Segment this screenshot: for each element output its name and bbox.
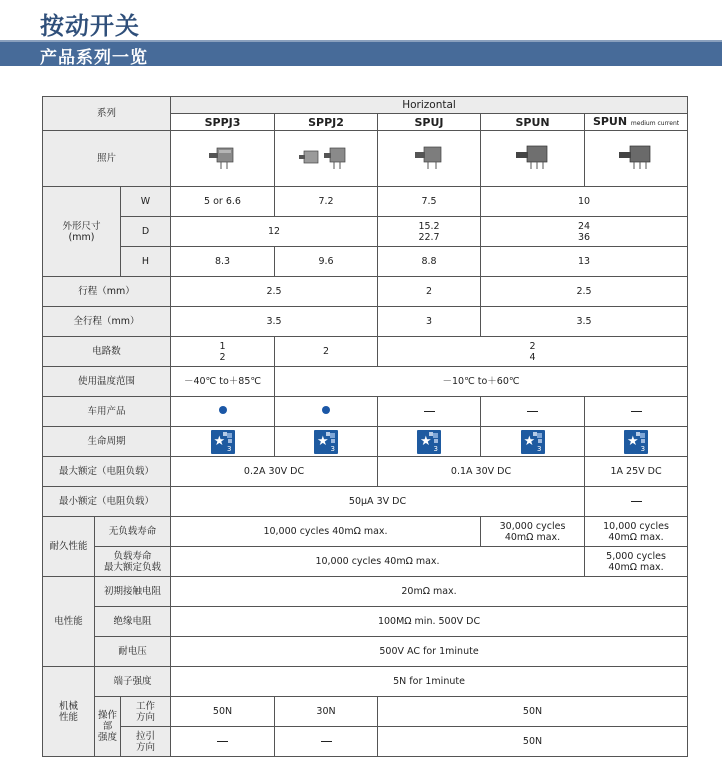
d-value-line: 22.7 bbox=[418, 231, 440, 243]
initial-contact-value: 20mΩ max. bbox=[171, 577, 688, 607]
automotive-yes bbox=[171, 397, 275, 427]
d-value bbox=[378, 217, 481, 247]
h-value: 8.8 bbox=[378, 247, 481, 277]
h-value: 13 bbox=[481, 247, 688, 277]
max-rating-value: 0.2A 30V DC bbox=[171, 457, 378, 487]
d-value: 12 bbox=[171, 217, 378, 247]
no-load-life-line: 40mΩ max. bbox=[504, 531, 561, 543]
circuits-value: 2 bbox=[275, 337, 378, 367]
model-spun-mc-name: SPUN bbox=[592, 114, 628, 128]
filled-dot-icon bbox=[219, 406, 227, 414]
lifecycle-cell bbox=[171, 427, 275, 457]
circuits-value-line: 2 bbox=[529, 340, 536, 352]
page-title: 按动开关 bbox=[40, 12, 140, 40]
terminal-strength-value: 5N for 1minute bbox=[171, 667, 688, 697]
photo-spun bbox=[481, 131, 585, 187]
load-life-value bbox=[585, 547, 688, 577]
actuator-label-line: 强度 bbox=[97, 732, 117, 743]
no-load-life-line: 30,000 cycles bbox=[499, 520, 566, 532]
stroke-value: 2 bbox=[378, 277, 481, 307]
circuits-value bbox=[378, 337, 688, 367]
lifecycle-star-icon: ★ 3 bbox=[314, 430, 338, 454]
dash-icon bbox=[631, 501, 642, 502]
operating-dir-line: 方向 bbox=[136, 711, 156, 723]
automotive-no bbox=[378, 397, 481, 427]
switch-photo-image bbox=[511, 142, 555, 172]
durability-label: 耐久性能 bbox=[43, 517, 95, 577]
lifecycle-number: 3 bbox=[330, 444, 336, 453]
voltage-label: 耐电压 bbox=[95, 637, 171, 667]
pulling-direction-label bbox=[121, 727, 171, 757]
actuator-strength-label bbox=[95, 697, 121, 757]
photo-spun-medium-current bbox=[585, 131, 688, 187]
d-label: D bbox=[121, 217, 171, 247]
lifecycle-number: 3 bbox=[433, 444, 439, 453]
circuits-label: 电路数 bbox=[43, 337, 171, 367]
w-label: W bbox=[121, 187, 171, 217]
operating-direction-value: 50N bbox=[171, 697, 275, 727]
total-stroke-value: 3 bbox=[378, 307, 481, 337]
load-life-label-line: 最大额定负载 bbox=[104, 561, 162, 573]
d-value bbox=[481, 217, 688, 247]
lifecycle-star-icon: ★ 3 bbox=[521, 430, 545, 454]
switch-photo-image bbox=[409, 142, 449, 172]
load-life-label bbox=[95, 547, 171, 577]
insulation-value: 100MΩ min. 500V DC bbox=[171, 607, 688, 637]
total-stroke-label: 全行程（mm） bbox=[43, 307, 171, 337]
photo-sppj3 bbox=[171, 131, 275, 187]
d-value-line: 24 bbox=[577, 220, 591, 232]
max-rating-value: 0.1A 30V DC bbox=[378, 457, 585, 487]
no-load-life-value bbox=[585, 517, 688, 547]
load-life-label-line: 负载寿命 bbox=[113, 550, 152, 562]
actuator-label-line: 操作部 bbox=[97, 710, 117, 732]
circuits-value-line: 2 bbox=[219, 351, 226, 363]
model-sppj3: SPPJ3 bbox=[171, 114, 275, 131]
lifecycle-cell bbox=[585, 427, 688, 457]
no-load-life-line: 40mΩ max. bbox=[608, 531, 664, 543]
circuits-value-line: 4 bbox=[529, 351, 536, 363]
operating-direction-value: 30N bbox=[275, 697, 378, 727]
photo-label: 照片 bbox=[43, 131, 171, 187]
min-rating-label: 最小额定（电阻负载） bbox=[43, 487, 171, 517]
h-value: 8.3 bbox=[171, 247, 275, 277]
model-spun: SPUN bbox=[481, 114, 585, 131]
total-stroke-value: 3.5 bbox=[481, 307, 688, 337]
terminal-strength-label: 端子强度 bbox=[95, 667, 171, 697]
dash-icon bbox=[217, 741, 228, 742]
series-header: 系列 bbox=[43, 97, 171, 131]
mechanical-label bbox=[43, 667, 95, 757]
min-rating-value: 50μA 3V DC bbox=[171, 487, 585, 517]
switch-photo-image bbox=[203, 142, 243, 172]
pulling-dir-line: 拉引 bbox=[136, 730, 156, 742]
model-spun-medium-current bbox=[585, 114, 688, 131]
max-rating-label: 最大额定（电阻负载） bbox=[43, 457, 171, 487]
d-value-line: 36 bbox=[577, 231, 591, 243]
photo-sppj2 bbox=[275, 131, 378, 187]
operating-dir-line: 工作 bbox=[136, 700, 156, 712]
w-value: 5 or 6.6 bbox=[171, 187, 275, 217]
total-stroke-value: 3.5 bbox=[171, 307, 378, 337]
orientation-header: Horizontal bbox=[171, 97, 688, 114]
pulling-direction-none bbox=[275, 727, 378, 757]
pulling-direction-none bbox=[171, 727, 275, 757]
w-value: 10 bbox=[481, 187, 688, 217]
temp-range-value: －40℃ to＋85℃ bbox=[171, 367, 275, 397]
lifecycle-cell bbox=[481, 427, 585, 457]
product-series-table bbox=[42, 96, 688, 757]
lifecycle-label: 生命周期 bbox=[43, 427, 171, 457]
dash-icon bbox=[424, 411, 435, 412]
temp-range-value: －10℃ to＋60℃ bbox=[275, 367, 688, 397]
lifecycle-star-icon: ★ 3 bbox=[417, 430, 441, 454]
w-value: 7.5 bbox=[378, 187, 481, 217]
lifecycle-number: 3 bbox=[227, 444, 232, 453]
model-note: medium current bbox=[630, 119, 680, 127]
initial-contact-label: 初期接触电阻 bbox=[95, 577, 171, 607]
model-spuj: SPUJ bbox=[378, 114, 481, 131]
max-rating-value: 1A 25V DC bbox=[585, 457, 688, 487]
pulling-direction-value: 50N bbox=[378, 727, 688, 757]
pulling-dir-line: 方向 bbox=[136, 741, 156, 753]
mechanical-label-line: 机械 bbox=[58, 700, 78, 712]
dimensions-label-text: 外形尺寸 bbox=[62, 220, 101, 232]
lifecycle-star-icon: ★ 3 bbox=[211, 430, 235, 454]
automotive-no bbox=[481, 397, 585, 427]
circuits-value-line: 1 bbox=[219, 340, 226, 352]
h-value: 9.6 bbox=[275, 247, 378, 277]
min-rating-none bbox=[585, 487, 688, 517]
dimensions-label bbox=[43, 187, 121, 277]
temp-range-label: 使用温度范围 bbox=[43, 367, 171, 397]
dimensions-unit: (mm) bbox=[68, 231, 95, 243]
lifecycle-number: 3 bbox=[640, 444, 646, 453]
voltage-value: 500V AC for 1minute bbox=[171, 637, 688, 667]
automotive-label: 车用产品 bbox=[43, 397, 171, 427]
load-life-line: 5,000 cycles bbox=[606, 550, 666, 562]
switch-photo-image bbox=[614, 142, 658, 172]
filled-dot-icon bbox=[322, 406, 330, 414]
d-value-line: 15.2 bbox=[418, 220, 440, 232]
model-sppj2: SPPJ2 bbox=[275, 114, 378, 131]
circuits-value bbox=[171, 337, 275, 367]
automotive-no bbox=[585, 397, 688, 427]
load-life-value: 10,000 cycles 40mΩ max. bbox=[171, 547, 585, 577]
stroke-value: 2.5 bbox=[171, 277, 378, 307]
lifecycle-star-icon: ★ 3 bbox=[624, 430, 648, 454]
load-life-line: 40mΩ max. bbox=[608, 561, 664, 573]
no-load-life-line: 10,000 cycles bbox=[603, 520, 669, 532]
h-label: H bbox=[121, 247, 171, 277]
no-load-life-value bbox=[481, 517, 585, 547]
operating-direction-label bbox=[121, 697, 171, 727]
photo-spuj bbox=[378, 131, 481, 187]
switch-photo-image bbox=[296, 142, 356, 172]
lifecycle-cell bbox=[275, 427, 378, 457]
operating-direction-value: 50N bbox=[378, 697, 688, 727]
stroke-value: 2.5 bbox=[481, 277, 688, 307]
electrical-label: 电性能 bbox=[43, 577, 95, 667]
automotive-yes bbox=[275, 397, 378, 427]
dash-icon bbox=[321, 741, 332, 742]
section-title: 产品系列一览 bbox=[40, 48, 148, 68]
lifecycle-number: 3 bbox=[537, 444, 542, 453]
w-value: 7.2 bbox=[275, 187, 378, 217]
lifecycle-cell bbox=[378, 427, 481, 457]
stroke-label: 行程（mm） bbox=[43, 277, 171, 307]
dash-icon bbox=[527, 411, 538, 412]
insulation-label: 绝缘电阻 bbox=[95, 607, 171, 637]
no-load-life-value: 10,000 cycles 40mΩ max. bbox=[171, 517, 481, 547]
dash-icon bbox=[631, 411, 642, 412]
mechanical-label-line: 性能 bbox=[58, 711, 78, 723]
no-load-life-label: 无负载寿命 bbox=[95, 517, 171, 547]
